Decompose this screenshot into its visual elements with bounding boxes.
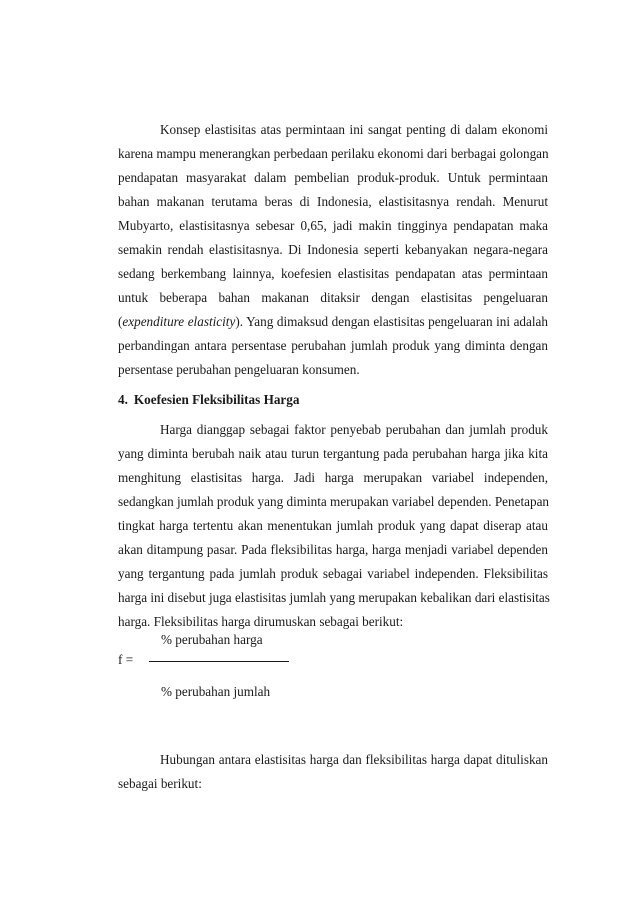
section-number: 4.: [118, 392, 128, 407]
formula-numerator: % perubahan harga: [161, 632, 263, 647]
paragraph-2-line-7: yang tergantung pada jumlah produk sebagai variabel independen. Fleksibilitas: [118, 566, 548, 581]
paragraph-2-line-8: harga ini disebut juga elastisitas jumlah yang merupakan kebalikan dari elastisitas: [118, 590, 550, 605]
paragraph-2-line-2: yang diminta berubah naik atau turun tergantung pada perubahan harga jika kita: [118, 446, 548, 461]
paragraph-1-line-3: pendapatan masyarakat dalam pembelian produk-produk. Untuk permintaan: [118, 170, 548, 185]
paragraph-1-line-10: perbandingan antara persentase perubahan jumlah produk yang diminta dengan: [118, 338, 548, 353]
paragraph-1-line-6: semakin rendah elastisitasnya. Di Indonesia seperti kebanyakan negara-negara: [118, 242, 548, 257]
paragraph-2-line-5: tingkat harga tertentu akan menentukan jumlah produk yang dapat diserap atau: [118, 518, 548, 533]
paragraph-1-line-11: persentase perubahan pengeluaran konsumen.: [118, 362, 360, 377]
line-9-rest: ). Yang dimaksud dengan elastisitas pengeluaran ini adalah: [235, 314, 548, 329]
paragraph-3-line-2: sebagai berikut:: [118, 776, 202, 791]
italic-term: expenditure elasticity: [122, 314, 236, 329]
paragraph-1-line-8: untuk beberapa bahan makanan ditaksir dengan elastisitas pengeluaran: [118, 290, 548, 305]
formula-denominator: % perubahan jumlah: [161, 684, 271, 699]
paragraph-1-line-1: Konsep elastisitas atas permintaan ini sangat penting di dalam ekonomi: [160, 122, 548, 137]
fraction-bar: [149, 661, 289, 662]
paragraph-2-line-3: menghitung elastisitas harga. Jadi harga merupakan variabel independen,: [118, 470, 548, 485]
formula-lhs: f =: [118, 652, 134, 667]
open-paren: (: [118, 314, 123, 329]
paragraph-2-line-4: sedangkan jumlah produk yang diminta merupakan variabel dependen. Penetapan: [118, 494, 550, 509]
section-heading: [118, 392, 299, 408]
paragraph-1-line-9: [118, 314, 548, 330]
paragraph-1-line-4: bahan makanan terutama beras di Indonesia, elastisitasnya rendah. Menurut: [118, 194, 548, 209]
paragraph-1-line-5: Mubyarto, elastisitasnya sebesar 0,65, jadi makin tingginya pendapatan maka: [118, 218, 548, 233]
paragraph-1-line-7: sedang berkembang lainnya, koefesien elastisitas pendapatan atas permintaan: [118, 266, 548, 281]
paragraph-2-line-1: Harga dianggap sebagai faktor penyebab perubahan dan jumlah produk: [160, 422, 548, 437]
paragraph-1-line-2: karena mampu menerangkan perbedaan perilaku ekonomi dari berbagai golongan: [118, 146, 549, 161]
paragraph-2-line-9: harga. Fleksibilitas harga dirumuskan sebagai berikut:: [118, 614, 404, 629]
paragraph-2-line-6: akan ditampung pasar. Pada fleksibilitas harga, harga menjadi variabel dependen: [118, 542, 548, 557]
section-title: Koefesien Fleksibilitas Harga: [133, 392, 300, 407]
paragraph-3-line-1: Hubungan antara elastisitas harga dan fleksibilitas harga dapat dituliskan: [160, 752, 548, 767]
